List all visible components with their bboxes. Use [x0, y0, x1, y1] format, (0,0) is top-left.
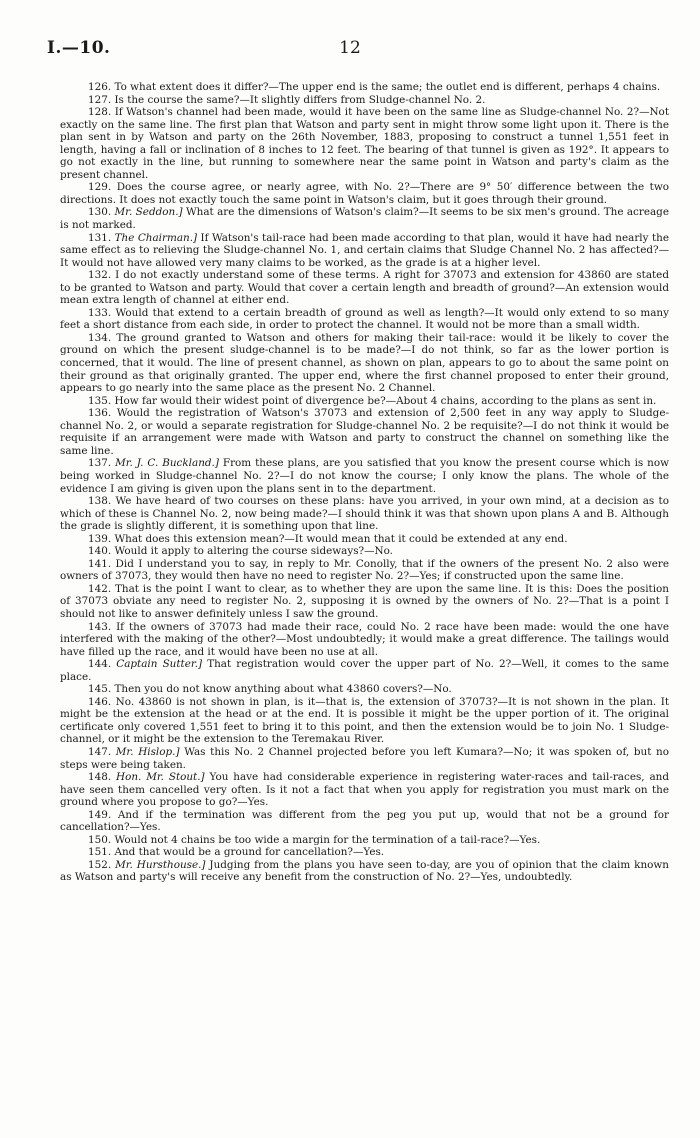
question-text: And that would be a ground for cancellation?—Yes.: [114, 846, 385, 859]
question-number: 141.: [88, 557, 112, 570]
question-text: And if the termination was different from the peg you put up, would that not be a ground for cancellation?—Yes.: [60, 808, 669, 834]
question-paragraph: [60, 495, 669, 533]
speaker-name: Mr. Hislop.]: [115, 745, 180, 758]
question-text: Does the course agree, or nearly agree, with No. 2?—There are 9° 50′ difference between the two directions. It does not exactly touch the same point in Watson's claim, but it goes through their ground.: [60, 181, 669, 206]
question-text: To what extent does it differ?—The upper end is the same; the outlet end is different, perhaps 4 chains.: [114, 81, 661, 93]
document-body: [60, 81, 669, 884]
document-reference: I.—10.: [47, 38, 111, 58]
question-paragraph: [60, 307, 669, 332]
question-paragraph: [60, 621, 669, 659]
question-paragraph: [60, 94, 669, 107]
page-number: 12: [339, 38, 361, 58]
question-paragraph: [60, 558, 669, 583]
question-text: No. 43860 is not shown in plan, is it—that is, the extension of 37073?—It is not shown in the plan. It might be the extension at the head or at the end. It is possible it might be the upper portion of it. The original certificate only covered 1,551 feet to bring it to this point, and then the extension would be to join No. 1 Sludge-channel, or it might be the extension to the Teremakau River.: [60, 695, 669, 746]
question-paragraph: [60, 457, 669, 495]
speaker-name: Captain Sutter.]: [116, 658, 203, 671]
question-number: 128.: [88, 106, 112, 119]
question-text: What are the dimensions of Watson's claim?—It seems to be six men's ground. The acreage is not marked.: [60, 206, 669, 232]
question-text: If the owners of 37073 had made their race, could No. 2 race have been made: would the one have interfered with the making of the other?—Most undoubtedly; it would make a great difference. The tailings would have filled up the race, and it would have been no use at all.: [60, 620, 669, 658]
question-number: 142.: [88, 582, 112, 595]
question-number: 126.: [88, 81, 112, 93]
question-paragraph: [60, 658, 669, 683]
question-text: From these plans, are you satisfied that you know the present course which is now being worked in Sludge-channel No. 2?—I do not know the course; I only know the plans. The whole of the evidence I am giving is given upon the plans sent in to the department.: [60, 457, 670, 495]
question-text: Would the registration of Watson's 37073 and extension of 2,500 feet in any way apply to Sludge-channel No. 2, or would a separate registration for Sludge-channel No. 2 be requisite?—I do not think it would be requisite if an arrangement were made with Watson and party to construct the channel on something like the same line.: [60, 407, 669, 457]
question-number: 135.: [88, 394, 112, 407]
question-number: 152.: [88, 858, 112, 871]
question-number: 143.: [88, 620, 112, 633]
question-number: 134.: [88, 331, 112, 344]
question-text: Would that extend to a certain breadth of ground as well as length?—It would only extend to so many feet a short distance from each side, in order to protect the channel. It would not be more than a small width.: [60, 306, 669, 332]
question-text: Was this No. 2 Channel projected before you left Kumara?—No; it was spoken of, but no steps were being taken.: [60, 745, 669, 771]
question-text: Would not 4 chains be too wide a margin for the termination of a tail-race?—Yes.: [114, 833, 541, 846]
speaker-name: Mr. Hursthouse.]: [115, 858, 206, 871]
question-text: That is the point I want to clear, as to whether they are upon the same line. It is this: Does the position of 37073 obviate any need to register No. 2, supposing it is owned by the owners of No. 2?—That is a point I should not like to answer definitely unless I saw the ground.: [60, 582, 669, 620]
question-number: 133.: [88, 306, 112, 319]
question-paragraph: [60, 859, 669, 884]
question-text: If Watson's channel had been made, would it have been on the same line as Sludge-channel No. 2?—Not exactly on the same line. The first plan that Watson and party sent in might throw some light upon it. There is the plan sent in by Watson and party on the 26th November, 1883, proposing to construct a tunnel 1,551 feet in length, having a fall or inclination of 8 inches to 12 feet. The bearing of that tunnel is given as 192°. It appears to go not exactly in the line, but running to somewhere near the same point in Watson and party's claim as the present channel.: [60, 106, 669, 181]
question-text: We have heard of two courses on these plans: have you arrived, in your own mind, at a decision as to which of these is Channel No. 2, now being made?—I should think it was that shown upon plans A and B. Although the grade is slightly different, it is something upon that line.: [60, 495, 669, 533]
question-number: 144.: [88, 658, 112, 671]
question-paragraph: [60, 106, 669, 181]
question-paragraph: [60, 746, 669, 771]
question-text: The ground granted to Watson and others for making their tail-race: would it be likely to cover the ground on which the present sludge-channel is to be made?—I do not think, so far as the lower portion is concerned, that it would. The line of present channel, as shown on plan, appears to go to about the same point on their ground as that originally granted. The upper end, where the first channel proposed to enter their ground, appears to go nearly into the same place as the present No. 2 Channel.: [60, 331, 669, 395]
question-number: 146.: [88, 695, 112, 708]
speaker-name: Mr. J. C. Buckland.]: [115, 457, 219, 470]
question-paragraph: [60, 206, 669, 231]
question-paragraph: [60, 771, 669, 809]
page-header: [0, 38, 700, 68]
question-text: Did I understand you to say, in reply to Mr. Conolly, that if the owners of the present No. 2 also were owners of 37073, they would then have no need to register No. 2?—Yes; if constructed upon the same line.: [60, 557, 670, 583]
question-text: Then you do not know anything about what 43860 covers?—No.: [114, 683, 452, 696]
question-text: How far would their widest point of divergence be?—About 4 chains, according to the plans as sent in.: [114, 394, 657, 407]
question-text: You have had considerable experience in registering water-races and tail-races, and have seen them cancelled very often. Is it not a fact that when you apply for registration you must mark on the ground where you propose to go?—Yes.: [60, 771, 670, 809]
speaker-name: Hon. Mr. Stout.]: [116, 771, 205, 784]
question-number: 150.: [88, 833, 112, 846]
question-paragraph: [60, 809, 669, 834]
question-number: 136.: [88, 407, 112, 420]
speaker-name: Mr. Seddon.]: [114, 206, 183, 219]
question-text: That registration would cover the upper part of No. 2?—Well, it comes to the same place.: [60, 658, 669, 683]
question-text: What does this extension mean?—It would mean that it could be extended at any end.: [114, 532, 568, 545]
question-number: 151.: [88, 846, 112, 859]
question-paragraph: [60, 181, 669, 206]
question-paragraph: [60, 545, 669, 558]
question-paragraph: [60, 683, 669, 696]
question-paragraph: [60, 332, 669, 395]
question-text: Is the course the same?—It slightly differs from Sludge-channel No. 2.: [114, 93, 486, 106]
speaker-name: The Chairman.]: [114, 231, 198, 244]
question-paragraph: [60, 269, 669, 307]
question-paragraph: [60, 696, 669, 746]
question-number: 139.: [88, 532, 112, 545]
question-number: 140.: [88, 545, 112, 558]
question-number: 130.: [88, 206, 112, 219]
question-number: 147.: [88, 745, 112, 758]
question-paragraph: [60, 583, 669, 621]
question-number: 127.: [88, 93, 112, 106]
question-text: Would it apply to altering the course sideways?—No.: [114, 545, 393, 558]
question-text: I do not exactly understand some of these terms. A right for 37073 and extension for 43860 are stated to be granted to Watson and party. Would that cover a certain length and breadth of ground?—An extension would mean extra length of channel at either end.: [60, 269, 669, 307]
question-number: 138.: [88, 495, 112, 508]
question-number: 145.: [88, 683, 112, 696]
question-paragraph: [60, 407, 669, 457]
question-number: 148.: [88, 771, 112, 784]
question-text: Judging from the plans you have seen to-day, are you of opinion that the claim known as Watson and party's will receive any benefit from the construction of No. 2?—Yes, undoubtedly.: [60, 858, 669, 884]
question-number: 132.: [88, 269, 112, 282]
question-paragraph: [60, 533, 669, 546]
question-paragraph: [60, 834, 669, 847]
question-paragraph: [60, 232, 669, 270]
question-text: If Watson's tail-race had been made according to that plan, would it have had nearly the same effect as to relieving the Sludge-channel No. 1, and certain claims that Sludge Channel No. 2 has affected?—It would not have allowed very many claims to be worked, as the grade is at a higher level.: [60, 231, 669, 269]
question-paragraph: [60, 81, 669, 94]
question-number: 137.: [88, 457, 112, 470]
question-paragraph: [60, 395, 669, 408]
question-paragraph: [60, 846, 669, 859]
question-number: 149.: [88, 808, 112, 821]
question-number: 131.: [88, 231, 112, 244]
question-number: 129.: [88, 181, 112, 194]
